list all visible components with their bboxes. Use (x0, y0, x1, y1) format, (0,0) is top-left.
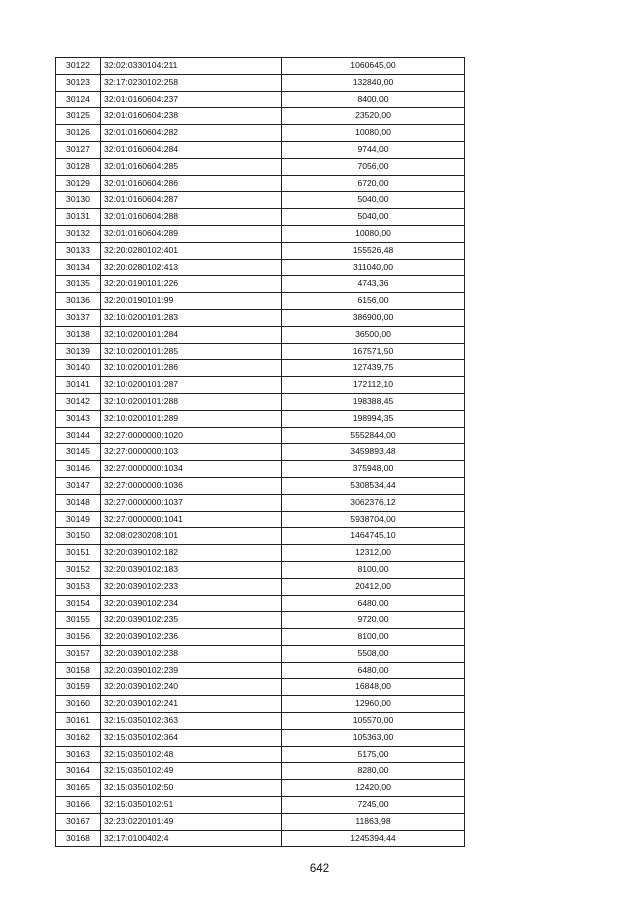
row-number-cell: 30158 (56, 662, 101, 679)
value-cell: 6480,00 (282, 662, 465, 679)
value-cell: 105363,00 (282, 729, 465, 746)
table-row (56, 545, 465, 562)
cadastral-number-cell: 32:10:0200101:288 (101, 393, 282, 410)
value-cell: 7056,00 (282, 158, 465, 175)
table-row (56, 797, 465, 814)
row-number-cell: 30143 (56, 410, 101, 427)
table-row (56, 410, 465, 427)
value-cell: 5040,00 (282, 209, 465, 226)
table-row (56, 763, 465, 780)
cadastral-number-cell: 32:10:0200101:287 (101, 377, 282, 394)
value-cell: 11863,98 (282, 813, 465, 830)
cadastral-number-cell: 32:27:0000000:1034 (101, 461, 282, 478)
value-cell: 5040,00 (282, 192, 465, 209)
value-cell: 5552844,00 (282, 427, 465, 444)
value-cell: 4743,36 (282, 276, 465, 293)
row-number-cell: 30141 (56, 377, 101, 394)
row-number-cell: 30145 (56, 444, 101, 461)
table-row (56, 276, 465, 293)
row-number-cell: 30154 (56, 595, 101, 612)
value-cell: 3062376,12 (282, 494, 465, 511)
value-cell: 12420,00 (282, 780, 465, 797)
value-cell: 386900,00 (282, 309, 465, 326)
row-number-cell: 30131 (56, 209, 101, 226)
cadastral-number-cell: 32:20:0390102:241 (101, 696, 282, 713)
table-row (56, 125, 465, 142)
row-number-cell: 30133 (56, 242, 101, 259)
cadastral-number-cell: 32:17:0100402:4 (101, 830, 282, 847)
table-row (56, 209, 465, 226)
table-row (56, 427, 465, 444)
cadastral-number-cell: 32:20:0390102:239 (101, 662, 282, 679)
row-number-cell: 30160 (56, 696, 101, 713)
cadastral-number-cell: 32:20:0390102:240 (101, 679, 282, 696)
table-row (56, 595, 465, 612)
table-row (56, 528, 465, 545)
cadastral-number-cell: 32:01:0160604:286 (101, 175, 282, 192)
table-row (56, 444, 465, 461)
row-number-cell: 30129 (56, 175, 101, 192)
value-cell: 132840,00 (282, 74, 465, 91)
row-number-cell: 30151 (56, 545, 101, 562)
records-table-body (56, 58, 465, 847)
row-number-cell: 30166 (56, 797, 101, 814)
table-row (56, 259, 465, 276)
row-number-cell: 30148 (56, 494, 101, 511)
table-row (56, 58, 465, 75)
row-number-cell: 30150 (56, 528, 101, 545)
table-row (56, 91, 465, 108)
table-row (56, 141, 465, 158)
cadastral-number-cell: 32:10:0200101:289 (101, 410, 282, 427)
table-row (56, 830, 465, 847)
cadastral-number-cell: 32:01:0160604:288 (101, 209, 282, 226)
value-cell: 12312,00 (282, 545, 465, 562)
cadastral-number-cell: 32:15:0350102:49 (101, 763, 282, 780)
value-cell: 20412,00 (282, 578, 465, 595)
cadastral-number-cell: 32:20:0280102:413 (101, 259, 282, 276)
row-number-cell: 30135 (56, 276, 101, 293)
cadastral-number-cell: 32:20:0390102:182 (101, 545, 282, 562)
row-number-cell: 30134 (56, 259, 101, 276)
table-row (56, 326, 465, 343)
row-number-cell: 30122 (56, 58, 101, 75)
value-cell: 5508,00 (282, 645, 465, 662)
table-row (56, 108, 465, 125)
value-cell: 172112,10 (282, 377, 465, 394)
cadastral-number-cell: 32:20:0190101:226 (101, 276, 282, 293)
cadastral-number-cell: 32:10:0200101:286 (101, 360, 282, 377)
cadastral-number-cell: 32:10:0200101:284 (101, 326, 282, 343)
row-number-cell: 30136 (56, 293, 101, 310)
row-number-cell: 30147 (56, 477, 101, 494)
table-row (56, 242, 465, 259)
cadastral-number-cell: 32:27:0000000:1020 (101, 427, 282, 444)
row-number-cell: 30137 (56, 309, 101, 326)
row-number-cell: 30123 (56, 74, 101, 91)
cadastral-number-cell: 32:01:0160604:287 (101, 192, 282, 209)
row-number-cell: 30161 (56, 713, 101, 730)
row-number-cell: 30142 (56, 393, 101, 410)
cadastral-number-cell: 32:15:0350102:364 (101, 729, 282, 746)
row-number-cell: 30149 (56, 511, 101, 528)
table-row (56, 74, 465, 91)
value-cell: 5938704,00 (282, 511, 465, 528)
cadastral-number-cell: 32:15:0350102:50 (101, 780, 282, 797)
table-row (56, 662, 465, 679)
value-cell: 8400,00 (282, 91, 465, 108)
cadastral-number-cell: 32:23:0220101:49 (101, 813, 282, 830)
value-cell: 9720,00 (282, 612, 465, 629)
table-row (56, 729, 465, 746)
table-row (56, 629, 465, 646)
table-row (56, 494, 465, 511)
value-cell: 6156,00 (282, 293, 465, 310)
row-number-cell: 30162 (56, 729, 101, 746)
cadastral-number-cell: 32:01:0160604:282 (101, 125, 282, 142)
cadastral-number-cell: 32:27:0000000:1037 (101, 494, 282, 511)
table-row (56, 293, 465, 310)
row-number-cell: 30128 (56, 158, 101, 175)
row-number-cell: 30126 (56, 125, 101, 142)
value-cell: 7245,00 (282, 797, 465, 814)
cadastral-number-cell: 32:20:0390102:234 (101, 595, 282, 612)
cadastral-number-cell: 32:10:0200101:283 (101, 309, 282, 326)
table-row (56, 192, 465, 209)
value-cell: 5308534,44 (282, 477, 465, 494)
value-cell: 10080,00 (282, 125, 465, 142)
row-number-cell: 30167 (56, 813, 101, 830)
cadastral-number-cell: 32:27:0000000:1041 (101, 511, 282, 528)
page-number: 642 (309, 863, 330, 875)
table-row (56, 780, 465, 797)
cadastral-number-cell: 32:01:0160604:289 (101, 225, 282, 242)
value-cell: 23520,00 (282, 108, 465, 125)
row-number-cell: 30127 (56, 141, 101, 158)
value-cell: 1464745,10 (282, 528, 465, 545)
cadastral-number-cell: 32:20:0390102:238 (101, 645, 282, 662)
table-row (56, 713, 465, 730)
value-cell: 198388,45 (282, 393, 465, 410)
value-cell: 127439,75 (282, 360, 465, 377)
cadastral-number-cell: 32:20:0390102:235 (101, 612, 282, 629)
value-cell: 8100,00 (282, 561, 465, 578)
table-row (56, 561, 465, 578)
value-cell: 36500,00 (282, 326, 465, 343)
table-row (56, 612, 465, 629)
row-number-cell: 30139 (56, 343, 101, 360)
row-number-cell: 30138 (56, 326, 101, 343)
table-row (56, 360, 465, 377)
row-number-cell: 30155 (56, 612, 101, 629)
records-table (55, 57, 465, 847)
value-cell: 16848,00 (282, 679, 465, 696)
cadastral-number-cell: 32:02:0330104:211 (101, 58, 282, 75)
cadastral-number-cell: 32:20:0390102:236 (101, 629, 282, 646)
value-cell: 6480,00 (282, 595, 465, 612)
table-row (56, 696, 465, 713)
cadastral-number-cell: 32:08:0230208:101 (101, 528, 282, 545)
value-cell: 105570,00 (282, 713, 465, 730)
table-row (56, 813, 465, 830)
value-cell: 12960,00 (282, 696, 465, 713)
value-cell: 8280,00 (282, 763, 465, 780)
table-row (56, 578, 465, 595)
table-row (56, 158, 465, 175)
row-number-cell: 30168 (56, 830, 101, 847)
table-row (56, 477, 465, 494)
cadastral-number-cell: 32:27:0000000:103 (101, 444, 282, 461)
row-number-cell: 30157 (56, 645, 101, 662)
row-number-cell: 30163 (56, 746, 101, 763)
cadastral-number-cell: 32:17:0230102:258 (101, 74, 282, 91)
row-number-cell: 30159 (56, 679, 101, 696)
table-row (56, 343, 465, 360)
table-row (56, 511, 465, 528)
row-number-cell: 30152 (56, 561, 101, 578)
row-number-cell: 30156 (56, 629, 101, 646)
row-number-cell: 30153 (56, 578, 101, 595)
table-row (56, 225, 465, 242)
value-cell: 198994,35 (282, 410, 465, 427)
value-cell: 1060645,00 (282, 58, 465, 75)
value-cell: 3459893,48 (282, 444, 465, 461)
value-cell: 375948,00 (282, 461, 465, 478)
value-cell: 9744,00 (282, 141, 465, 158)
row-number-cell: 30144 (56, 427, 101, 444)
value-cell: 10080,00 (282, 225, 465, 242)
cadastral-number-cell: 32:01:0160604:285 (101, 158, 282, 175)
value-cell: 8100,00 (282, 629, 465, 646)
table-row (56, 309, 465, 326)
value-cell: 1245394,44 (282, 830, 465, 847)
table-row (56, 746, 465, 763)
cadastral-number-cell: 32:01:0160604:284 (101, 141, 282, 158)
cadastral-number-cell: 32:20:0190101:99 (101, 293, 282, 310)
value-cell: 167571,50 (282, 343, 465, 360)
row-number-cell: 30164 (56, 763, 101, 780)
row-number-cell: 30140 (56, 360, 101, 377)
value-cell: 311040,00 (282, 259, 465, 276)
value-cell: 5175,00 (282, 746, 465, 763)
row-number-cell: 30125 (56, 108, 101, 125)
row-number-cell: 30132 (56, 225, 101, 242)
table-row (56, 645, 465, 662)
cadastral-number-cell: 32:10:0200101:285 (101, 343, 282, 360)
table-row (56, 393, 465, 410)
table-row (56, 377, 465, 394)
cadastral-number-cell: 32:15:0350102:48 (101, 746, 282, 763)
table-row (56, 461, 465, 478)
row-number-cell: 30124 (56, 91, 101, 108)
cadastral-number-cell: 32:01:0160604:238 (101, 108, 282, 125)
row-number-cell: 30146 (56, 461, 101, 478)
row-number-cell: 30165 (56, 780, 101, 797)
cadastral-number-cell: 32:27:0000000:1036 (101, 477, 282, 494)
value-cell: 155526,48 (282, 242, 465, 259)
value-cell: 6720,00 (282, 175, 465, 192)
cadastral-number-cell: 32:15:0350102:51 (101, 797, 282, 814)
cadastral-number-cell: 32:20:0280102:401 (101, 242, 282, 259)
table-row (56, 679, 465, 696)
cadastral-number-cell: 32:15:0350102:363 (101, 713, 282, 730)
table-row (56, 175, 465, 192)
cadastral-number-cell: 32:20:0390102:183 (101, 561, 282, 578)
cadastral-number-cell: 32:20:0390102:233 (101, 578, 282, 595)
cadastral-number-cell: 32:01:0160604:237 (101, 91, 282, 108)
row-number-cell: 30130 (56, 192, 101, 209)
